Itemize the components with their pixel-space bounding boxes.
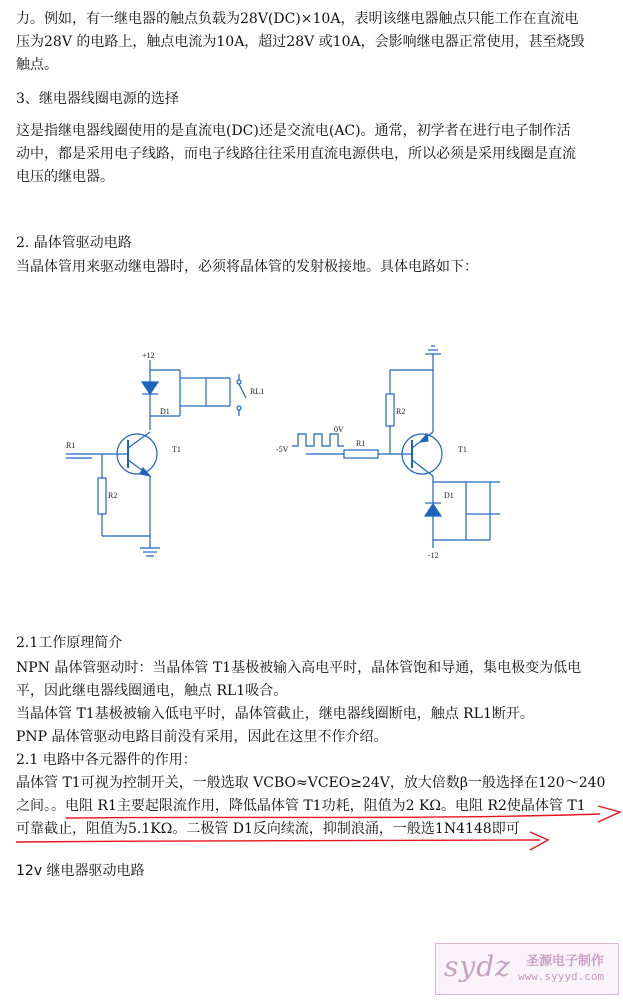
label-zero-volt: 0V [334,425,344,434]
section-3-line-2: 动中，都是采用电子线路，而电子线路往往采用直流电源供电，所以必须是采用线圈是直流 [16,146,576,162]
components-line-3: 可靠截止，阻值为5.1KΩ。二极管 D1反向续流，抑制浪涌，一般选1N4148即可 [16,821,520,837]
label-relay: RL1 [250,387,265,396]
section-2-line-1: 当晶体管用来驱动继电器时，必须将晶体管的发射极接地。具体电路如下： [16,259,478,275]
label-r1-right: R1 [356,439,366,448]
label-neg5: -5V [276,445,289,454]
label-supply-right: -12 [428,551,439,560]
npn-line-3: 当晶体管 T1基极被输入低电平时，晶体管截止，继电器线圈断电，触点 RL1断开。 [16,706,534,722]
section-3-title: 3、继电器线圈电源的选择 [16,91,179,107]
watermark-name: 圣源电子制作 [526,954,605,969]
watermark-logo: sydz [444,950,511,983]
label-r1-left: R1 [66,441,76,450]
pnp-line: PNP 晶体管驱动电路目前没有采用，因此在这里不作介绍。 [16,729,388,745]
section-3-line-1: 这是指继电器线圈使用的是直流电(DC)还是交流电(AC)。通常，初学者在进行电子制作活 [16,123,571,139]
label-t1-right: T1 [458,445,467,454]
label-diode-right: D1 [444,491,454,500]
label-t1-left: T1 [172,445,181,454]
label-r2-left: R2 [108,491,118,500]
section-21-title: 2.1工作原理简介 [16,635,123,651]
intro-line-2: 压为28V 的电路上，触点电流为10A，超过28V 或10A，会影响继电器正常使用，甚至烧毁 [16,34,585,50]
intro-line-1: 力。例如，有一继电器的触点负载为28V(DC)×10A，表明该继电器触点只能工作在直流电 [16,11,579,27]
watermark [435,943,619,995]
label-supply-left: +12 [142,351,155,360]
npn-line-1: NPN 晶体管驱动时：当晶体管 T1基极被输入高电平时，晶体管饱和导通，集电极变为低电 [16,660,582,676]
intro-line-3: 触点。 [16,57,58,73]
npn-line-2: 平，因此继电器线圈通电，触点 RL1吸合。 [16,683,288,699]
section-2-title: 2. 晶体管驱动电路 [16,235,132,251]
label-r2-right: R2 [396,407,406,416]
components-title: 2.1 电路中各元器件的作用： [16,752,197,768]
label-diode-left: D1 [160,407,170,416]
components-line-2: 之间。。电阻 R1主要起限流作用，降低晶体管 T1功耗，阻值为2 KΩ。电阻 R2使晶体管 T1 [16,798,586,814]
footer-heading: 12v 继电器驱动电路 [16,863,145,879]
watermark-url: www.syyyd.com [518,970,605,983]
section-3-line-3: 电压的继电器。 [16,169,114,185]
components-line-1: 晶体管 T1可视为控制开关，一般选取 VCBO≈VCEO≥24V，放大倍数β一般选择在120～240 [16,775,606,791]
